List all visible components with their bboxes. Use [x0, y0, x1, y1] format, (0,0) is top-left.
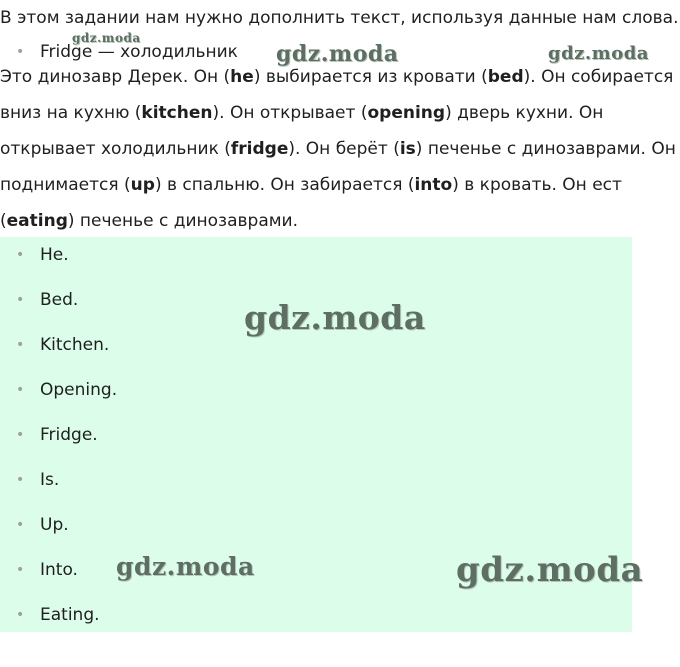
answer-text: Into.	[40, 560, 78, 580]
answer-word: up	[130, 175, 155, 195]
task-intro: В этом задании нам нужно дополнить текст, используя данные нам слова.	[0, 8, 679, 28]
answer-text: Fridge.	[40, 425, 98, 445]
answer-text: He.	[40, 245, 69, 265]
bullet-icon: •	[16, 337, 25, 353]
answer-item	[0, 468, 117, 513]
story-segment: ). Он собирается вниз на кухню (	[0, 67, 674, 123]
watermark-logo: gdz.moda	[244, 298, 426, 337]
answer-text: Opening.	[40, 380, 118, 400]
watermark-logo: gdz.moda	[116, 552, 255, 581]
answer-text: Bed.	[40, 290, 79, 310]
bullet-icon: •	[16, 607, 25, 623]
answer-item	[0, 378, 117, 423]
answer-word: he	[230, 67, 254, 87]
bullet-icon: •	[16, 247, 25, 263]
watermark-logo: gdz.moda	[548, 43, 649, 64]
answer-text: Eating.	[40, 605, 100, 625]
story-segment: ) выбирается из кровати (	[253, 67, 488, 87]
answer-word: eating	[6, 211, 68, 231]
story-segment: ) печенье с динозаврами. Он поднимается (	[0, 139, 676, 195]
answer-word: fridge	[230, 139, 289, 159]
bullet-icon: •	[16, 427, 25, 443]
answer-item	[0, 423, 117, 468]
watermark-logo: gdz.moda	[72, 31, 141, 45]
story-segment: ). Он открывает (	[212, 103, 368, 123]
answer-item	[0, 243, 117, 288]
answer-word: opening	[367, 103, 446, 123]
bullet-icon: •	[16, 292, 25, 308]
answer-word: is	[399, 139, 416, 159]
story-segment: ) в спальню. Он забирается (	[154, 175, 415, 195]
story-segment: ). Он берёт (	[288, 139, 400, 159]
watermark-logo: gdz.moda	[456, 550, 644, 590]
answer-item	[0, 558, 117, 603]
bullet-icon: •	[16, 382, 25, 398]
answer-word: into	[414, 175, 453, 195]
answer-text: Up.	[40, 515, 69, 535]
bullet-icon: •	[16, 44, 25, 60]
answer-item	[0, 333, 117, 378]
watermark-logo: gdz.moda	[276, 41, 399, 67]
answer-item	[0, 513, 117, 558]
answer-text: Is.	[40, 470, 60, 490]
answer-text: Kitchen.	[40, 335, 110, 355]
bullet-icon: •	[16, 472, 25, 488]
answer-word: bed	[487, 67, 524, 87]
bullet-icon: •	[16, 562, 25, 578]
story-segment: Это динозавр Дерек. Он (	[0, 67, 231, 87]
story-text	[0, 59, 680, 239]
answer-item	[0, 288, 117, 333]
answer-word: kitchen	[141, 103, 213, 123]
answer-item	[0, 603, 117, 648]
bullet-icon: •	[16, 517, 25, 533]
story-segment: ) в кровать. Он ест (	[0, 175, 622, 231]
vocabulary-text: Fridge — холодильник	[40, 42, 238, 62]
answers-list	[0, 243, 117, 648]
story-segment: ) печенье с динозаврами.	[67, 211, 299, 231]
story-segment: ) дверь кухни. Он открывает холодильник (	[0, 103, 604, 159]
